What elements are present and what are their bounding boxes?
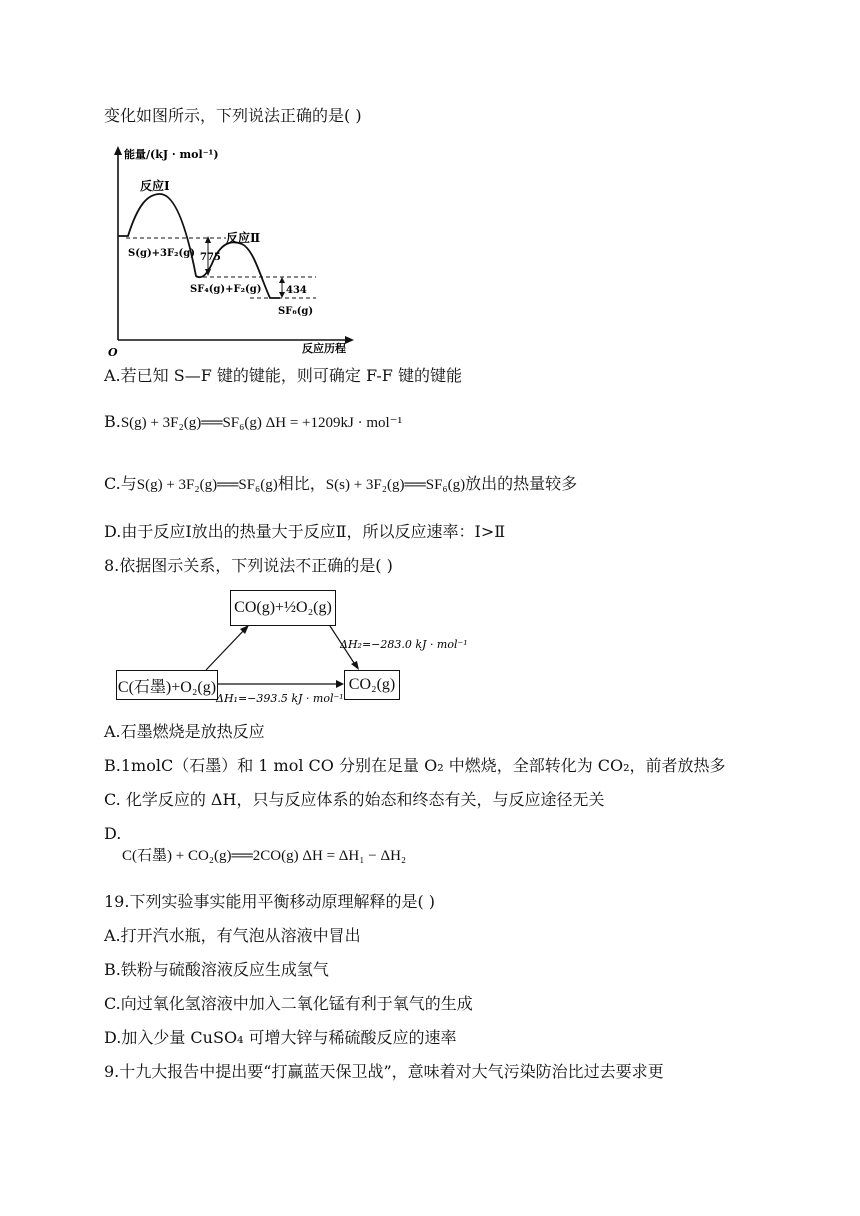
q7-stem: 变化如图所示，下列说法正确的是( ): [104, 106, 362, 125]
box-graphite-o2: C(石墨)+O₂(g): [116, 670, 218, 700]
q8-option-d-label: D.: [104, 824, 122, 843]
q8-option-c: C. 化学反应的 ΔH，只与反应体系的始态和终态有关，与反应途径无关: [104, 790, 605, 809]
q7-option-b-label: B.: [104, 412, 121, 431]
q8-option-a: A.石墨燃烧是放热反应: [104, 722, 265, 741]
reaction1-label: 反应Ⅰ: [140, 179, 170, 193]
origin-label: O: [108, 346, 118, 356]
dh1-label: ΔH₁=−393.5 kJ · mol⁻¹: [216, 692, 344, 705]
q7-option-c: [104, 474, 577, 495]
q19-option-b: B.铁粉与硫酸溶液反应生成氢气: [104, 960, 329, 979]
y-axis-arrow: [114, 146, 122, 155]
q19-option-d: D.加入少量 CuSO₄ 可增大锌与稀硫酸反应的速率: [104, 1028, 457, 1047]
q7-option-b: [104, 412, 402, 433]
q19-option-a: A.打开汽水瓶，有气泡从溶液中冒出: [104, 926, 361, 945]
q7-option-c-mid: 相比，: [277, 474, 326, 493]
q7-option-a: A.若已知 S—F 键的键能，则可确定 F-F 键的键能: [104, 366, 462, 385]
q19-option-c: C.向过氧化氢溶液中加入二氧化锰有利于氧气的生成: [104, 994, 473, 1013]
end-species-label: SF₆(g): [278, 306, 314, 317]
delta-775-label: 775: [200, 252, 221, 263]
q19-stem: 19.下列实验事实能用平衡移动原理解释的是( ): [104, 892, 436, 911]
dh2-label: ΔH₂=−283.0 kJ · mol⁻¹: [340, 638, 468, 651]
box-co-o2: CO(g)+½O₂(g): [230, 590, 336, 626]
energy-curve: [118, 194, 280, 298]
mid-species-label: SF₄(g)+F₂(g): [190, 284, 262, 295]
x-axis-label: 反应历程: [302, 342, 346, 355]
q7-option-c-label: C.与: [104, 474, 137, 493]
start-species-label: S(g)+3F₂(g): [128, 248, 195, 259]
box-co2: CO₂(g): [344, 670, 400, 700]
q7-option-d: D.由于反应Ⅰ放出的热量大于反应Ⅱ，所以反应速率：Ⅰ>Ⅱ: [104, 522, 506, 541]
q9-stem: 9.十九大报告中提出要“打赢蓝天保卫战”，意味着对大气污染防治比过去要求更: [104, 1062, 664, 1081]
reaction2-label: 反应Ⅱ: [226, 231, 261, 245]
q7-option-c-formula2: S(s) + 3F₂(g)══SF₆(g): [325, 477, 466, 493]
q8-stem: 8.依据图示关系，下列说法不正确的是( ): [104, 556, 393, 575]
q8-option-d-formula: C(石墨) + CO₂(g)══2CO(g) ΔH = ΔH₁ − ΔH₂: [122, 848, 407, 864]
q7-option-c-end: 放出的热量较多: [465, 474, 578, 493]
q7-option-b-formula: S(g) + 3F₂(g)══SF₆(g) ΔH = +1209kJ · mol⁻¹: [120, 415, 403, 431]
x-axis-arrow: [345, 336, 354, 344]
q7-option-c-formula1: S(g) + 3F₂(g)══SF₆(g): [136, 477, 278, 493]
delta-434-label: 434: [286, 285, 307, 296]
arrow-left-to-top: [206, 628, 246, 670]
hess-cycle-diagram: [110, 586, 470, 716]
q8-option-b: B.1molC（石墨）和 1 mol CO 分别在足量 O₂ 中燃烧，全部转化为 CO₂，前者放热多: [104, 756, 726, 775]
energy-diagram: [104, 144, 364, 356]
y-axis-label: 能量/(kJ · mol⁻¹): [124, 148, 219, 161]
